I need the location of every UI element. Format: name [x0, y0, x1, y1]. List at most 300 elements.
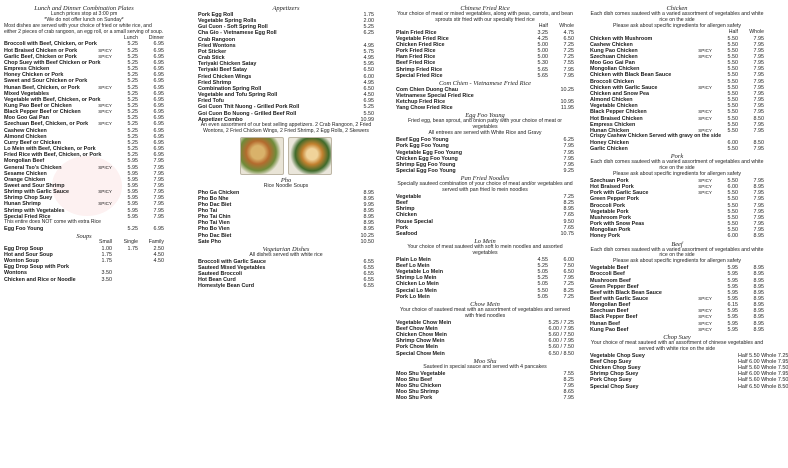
item-price: 5.60 / 7.50: [548, 332, 574, 339]
item-price: Half 5.50 Whole 7.25: [738, 352, 788, 359]
item-name: Sweet and Sour Chicken or Pork: [4, 78, 88, 85]
item-price: Half 6.00 Whole 7.95: [738, 371, 788, 378]
section-subtitle: Your choice of meat or mixed vegetables, along with peas, carrots, and bean sprouts stir fried with our specialty fried rice: [397, 11, 573, 23]
item-price: 7.25: [563, 293, 574, 300]
item-price: 5.25: [127, 53, 138, 60]
item-price: 7.95: [753, 47, 764, 54]
item-name: Empress Chicken: [590, 121, 636, 128]
item-name: Egg Drop Soup: [4, 245, 44, 252]
item-price: 7.95: [753, 41, 764, 48]
item-price: 6.55: [363, 277, 374, 284]
item-name: Goi Cuon Bo Nuong - Grilled Beef Roll: [198, 110, 297, 117]
item-name: Teriyaki Beef Satay: [198, 67, 248, 74]
item-price: 6.95: [153, 84, 164, 91]
section-note: This entire does NOT come with extra Rice: [4, 218, 102, 225]
item-price: 5.50: [727, 78, 738, 85]
food-photos: [198, 137, 374, 175]
item-name: Mushroom Pork: [590, 214, 632, 221]
item-price: 6.55: [363, 265, 374, 271]
item-name: Pho Tai: [198, 208, 218, 214]
menu-item: [198, 239, 374, 245]
item-price: 8.95: [753, 308, 764, 315]
item-name: Shrimp Egg Foo Young: [396, 161, 456, 168]
item-price: 5.60 / 7.50: [548, 344, 574, 351]
item-name: Broccoli Pork: [590, 202, 626, 209]
item-price: 5.95: [127, 176, 138, 183]
item-price: 7.95: [753, 227, 764, 234]
item-price: 8.50: [753, 139, 764, 146]
section-note: An even assortment of our best selling appetizers. 2 Crab Rangoon, 2 Fried Wontons, 2 Fried Chicken Wings, 2 Fried Shrimp, 2 Egg Rolls, 2 Skewers: [200, 121, 372, 134]
item-price: 6.50: [563, 269, 574, 276]
item-name: Garlic Beef, Chicken or Pork: [4, 53, 77, 60]
chop-suey-list: [590, 352, 788, 390]
item-price: 5.25: [127, 90, 138, 97]
item-name: Special Egg Foo Young: [396, 167, 456, 174]
item-name: Honey Chicken or Pork: [4, 72, 64, 79]
combination-list: [4, 41, 164, 220]
spicy-tag: SPICY: [98, 102, 112, 108]
item-price: Half 6.00 Whole 7.95: [738, 358, 788, 365]
price-header: Lunch Dinner: [123, 34, 164, 41]
price-header: Half Whole: [728, 28, 764, 35]
soup-list: [4, 246, 164, 283]
item-price: 5.50: [727, 35, 738, 42]
item-name: Green Pepper Pork: [590, 196, 639, 203]
item-price: 7.95: [153, 176, 164, 183]
item-price: 5.50: [727, 221, 738, 228]
item-price: 7.95: [753, 72, 764, 79]
item-name: Yang Chow Fried Rice: [396, 105, 453, 112]
item-name: Moo Shu Beef: [396, 376, 432, 383]
item-price: 5.95: [127, 183, 138, 190]
item-name: Szechuan Beef: [590, 308, 629, 315]
item-price: 5.50: [727, 146, 738, 153]
menu-item: [4, 277, 164, 283]
item-price: 5.95: [127, 164, 138, 171]
item-price: 5.25: [127, 66, 138, 73]
item-price: 6.25: [363, 30, 374, 37]
fried-rice-list: [396, 30, 574, 79]
item-price: 6.55: [363, 271, 374, 278]
item-price: 7.95: [753, 60, 764, 67]
item-name: Szechuan Chicken: [590, 53, 638, 60]
item-price: 8.95: [753, 265, 764, 272]
item-price: 5.95: [727, 326, 738, 333]
item-price: 6.95: [153, 66, 164, 73]
item-name: Orange Chicken: [4, 176, 46, 183]
item-name: Pork Chop Suey: [590, 377, 632, 384]
section-subtitle: All dishes served with white rice: [249, 251, 323, 258]
item-price: 10.75: [560, 230, 574, 237]
com-chien-list: [396, 87, 574, 112]
item-name: Ketchup Fried Rice: [396, 99, 446, 106]
item-price: 7.95: [153, 189, 164, 196]
section-subtitle: Please ask about specific ingredients for allergen safety: [612, 22, 742, 29]
item-price: 5.05: [537, 269, 548, 276]
spicy-tag: SPICY: [98, 53, 112, 59]
spicy-tag: SPICY: [698, 115, 712, 121]
item-name: Shrimp Chop Suey: [590, 371, 639, 378]
pho-list: [198, 190, 374, 245]
section-subtitle: Please ask about specific ingredients for allergen safety: [612, 258, 742, 265]
item-price: 7.95: [153, 158, 164, 165]
item-name: Vietnamese Special Fried Rice: [396, 93, 474, 100]
item-name: Chicken and Snow Pea: [590, 90, 650, 97]
spicy-tag: SPICY: [698, 127, 712, 133]
item-name: Vegetable Beef: [590, 265, 629, 272]
section-subtitle: Rice Noodle Soups: [263, 182, 309, 189]
item-name: Moo Goo Gai Pan: [4, 115, 49, 122]
item-name: Vegetable Spring Rolls: [198, 18, 257, 25]
section-title: Soups: [76, 233, 92, 241]
item-name: Special Fried Rice: [4, 213, 51, 220]
item-name: Special Chop Suey: [590, 383, 639, 390]
item-price: 6.95: [153, 139, 164, 146]
section-title: Vegetarian Dishes: [262, 245, 310, 253]
item-price: 5.25: [127, 78, 138, 85]
item-price: 5.25: [127, 96, 138, 103]
item-name: Vegetable with Beef, Chicken, or Pork: [4, 96, 101, 103]
item-price: 5.25: [127, 72, 138, 79]
item-price: 6.95: [153, 146, 164, 153]
item-name: Shrimp Fried Rice: [396, 66, 443, 73]
item-price: 1.00: [101, 245, 112, 252]
item-price: 5.25: [127, 109, 138, 116]
spicy-tag: SPICY: [98, 164, 112, 170]
item-price: 6.50: [563, 35, 574, 42]
item-price: 5.75: [363, 48, 374, 55]
item-price: 8.95: [363, 189, 374, 196]
chow-mein-list: [396, 320, 574, 357]
item-name: Wonton Soup: [4, 258, 39, 265]
item-price: 5.50: [727, 190, 738, 197]
item-name: Fried Rice with Beef, Chicken, or Pork: [4, 152, 102, 159]
item-price: 5.50: [727, 90, 738, 97]
item-name: Chicken Lo Mein: [396, 281, 439, 288]
item-price: 6.95: [363, 98, 374, 105]
item-name: Black Pepper Beef or Chicken: [4, 109, 81, 116]
item-name: Hot Braised Chicken or Pork: [4, 47, 78, 54]
item-price: 7.25: [563, 54, 574, 61]
item-price: 8.95: [563, 206, 574, 213]
item-name: Broccoli Chicken: [590, 78, 635, 85]
item-name: Fried Chicken Wings: [198, 73, 252, 80]
section-title: Chinese Fried Rice: [460, 5, 510, 12]
item-name: Wontons: [4, 270, 27, 277]
item-price: 6.95: [153, 41, 164, 48]
item-name: Hot Braised Pork: [590, 184, 634, 191]
item-price: 6.00: [727, 184, 738, 191]
item-name: Hot Braised Chicken: [590, 115, 643, 122]
item-price: 6.95: [153, 115, 164, 122]
item-price: 6.95: [153, 90, 164, 97]
item-price: 6.50: [363, 85, 374, 92]
spicy-tag: SPICY: [98, 189, 112, 195]
item-name: Plain Lo Mein: [396, 256, 431, 263]
item-price: 5.25: [127, 41, 138, 48]
item-price: 7.95: [563, 395, 574, 402]
item-name: Combination Spring Roll: [198, 85, 262, 92]
item-name: Moo Shu Chicken: [396, 382, 442, 389]
section-title: Pork: [670, 153, 684, 161]
menu-item: [396, 395, 574, 401]
item-price: 9.50: [563, 218, 574, 225]
item-name: Black Pepper Beef: [590, 314, 638, 321]
item-price: 5.50: [727, 60, 738, 67]
item-name: Fried Wontons: [198, 42, 236, 49]
item-price: 5.50: [727, 177, 738, 184]
item-price: 5.25: [127, 133, 138, 140]
spicy-tag: SPICY: [698, 190, 712, 196]
section-title: Pho: [280, 176, 292, 184]
item-name: Beef Chow Mein: [396, 325, 438, 332]
spicy-tag: SPICY: [698, 84, 712, 90]
item-price: 5.50: [727, 127, 738, 134]
item-price: 4.50: [153, 258, 164, 265]
item-price: 10.25: [360, 232, 374, 239]
item-price: 7.95: [753, 109, 764, 116]
item-price: 6.95: [153, 109, 164, 116]
item-price: 5.95: [127, 213, 138, 220]
item-price: 6.00: [727, 139, 738, 146]
item-name: Pork Egg Roll: [198, 12, 234, 18]
item-name: Crab Stick: [198, 55, 225, 62]
spicy-tag: SPICY: [698, 53, 712, 59]
section-title: Chicken: [666, 5, 688, 12]
item-name: Broccoli with Beef, Chicken, or Pork: [4, 41, 97, 48]
item-price: 3.50: [101, 270, 112, 277]
item-price: 8.95: [363, 220, 374, 227]
item-price: 5.50: [727, 214, 738, 221]
item-name: Appetizer Combo: [198, 116, 243, 123]
item-price: 10.50: [360, 238, 374, 245]
item-price: 5.95: [727, 277, 738, 284]
menu-item: [396, 231, 574, 237]
menu-item: [396, 73, 574, 79]
item-price: 7.95: [563, 72, 574, 79]
item-name: Chicken Chop Suey: [590, 365, 641, 372]
price-header: Half Whole: [538, 22, 574, 29]
section-subtitle: Fried egg, bean sprout, and onion patty with your choice of meat or vegetables: [408, 118, 562, 131]
item-price: 5.25: [127, 139, 138, 146]
chicken-list: [590, 36, 764, 135]
item-name: Mushroom Beef: [590, 277, 631, 284]
item-price: 8.95: [753, 302, 764, 309]
item-price: 6.95: [153, 47, 164, 54]
section-note: Most dishes are served with your choice of fried or white rice, and either 2 pieces of crab rangoon, an egg roll, or a small serving of soup.: [4, 22, 164, 35]
item-price: 4.95: [363, 42, 374, 49]
item-price: 7.55: [563, 370, 574, 377]
item-price: 7.95: [563, 161, 574, 168]
item-name: Hunan Beef: [590, 320, 620, 327]
item-name: Shrimp with Garlic Sauce: [4, 189, 70, 196]
item-price: 6.95: [153, 72, 164, 79]
item-price: 9.95: [363, 201, 374, 208]
item-price: 7.95: [753, 214, 764, 221]
item-price: 7.95: [153, 170, 164, 177]
item-price: 8.25: [563, 287, 574, 294]
item-name: Shrimp with Vegetables: [4, 207, 65, 214]
section-subtitle: Lunch prices stop at 3:00 pm: [50, 11, 118, 17]
column-entrees: [590, 0, 788, 468]
item-price: 7.95: [753, 53, 764, 60]
item-name: Vegetable Lo Mein: [396, 269, 444, 276]
item-price: 5.50: [363, 110, 374, 117]
item-price: 7.95: [753, 121, 764, 128]
item-price: 6.00 / 7.95: [548, 325, 574, 332]
item-name: Sauteed Broccoli: [198, 271, 243, 278]
item-price: 6.95: [153, 152, 164, 159]
item-price: 5.95: [727, 271, 738, 278]
item-price: 5.00: [537, 54, 548, 61]
item-name: Lo Mein with Beef, Chicken, or Pork: [4, 146, 96, 153]
item-price: 7.95: [753, 196, 764, 203]
item-price: 4.75: [563, 29, 574, 36]
food-photo: [240, 137, 284, 175]
item-price: 7.95: [753, 146, 764, 153]
menu-item: [396, 294, 574, 300]
menu-item: [198, 283, 374, 289]
item-name: Pho Dac Biet: [198, 232, 232, 239]
item-price: 2.50: [153, 245, 164, 252]
item-price: 7.95: [753, 90, 764, 97]
item-name: Garlic Chicken: [590, 146, 628, 153]
item-name: General Tso's Chicken: [4, 164, 62, 171]
menu-item: [396, 105, 574, 111]
item-price: 8.95: [363, 214, 374, 221]
item-price: 5.95: [127, 170, 138, 177]
item-name: Sweet and Sour Shrimp: [4, 183, 65, 190]
menu-item: [590, 146, 764, 152]
item-price: 4.50: [153, 251, 164, 258]
item-name: Green Pepper Beef: [590, 283, 639, 290]
item-price: 5.30: [537, 60, 548, 67]
item-name: Vegetable and Tofu Spring Roll: [198, 92, 278, 99]
item-price: 7.95: [753, 35, 764, 42]
item-name: Beef with Black Bean Sauce: [590, 289, 662, 296]
item-price: 5.50: [727, 84, 738, 91]
menu-item: [590, 233, 764, 239]
column-rice-noodles: [396, 0, 574, 468]
item-price: 7.95: [753, 202, 764, 209]
item-name: Vegetable Chow Mein: [396, 319, 452, 326]
item-name: Special Chow Mein: [396, 350, 445, 357]
item-price: 8.95: [363, 208, 374, 214]
item-name: Kung Pao Chicken: [590, 47, 638, 54]
item-name: Pork Lo Mein: [396, 293, 430, 300]
menu-item: [590, 383, 788, 390]
item-price: 6.50: [363, 67, 374, 74]
item-name: Kung Pao Beef: [590, 326, 629, 333]
pork-list: [590, 178, 764, 240]
section-subtitle: Please ask about specific ingredients for allergen safety: [612, 171, 742, 178]
item-price: 1.75: [127, 245, 138, 252]
item-price: 5.95: [727, 289, 738, 296]
section-title: Com Chien - Vietnamese Fried Rice: [439, 79, 531, 87]
item-name: Vegetable Chicken: [590, 103, 638, 110]
item-name: Egg Drop Soup with Pork: [4, 264, 69, 271]
spicy-tag: SPICY: [98, 121, 112, 127]
item-price: 1.75: [101, 258, 112, 265]
item-price: 5.50: [537, 287, 548, 294]
item-price: 5.50: [727, 121, 738, 128]
item-price: 7.95: [753, 177, 764, 184]
item-price: 7.95: [563, 143, 574, 150]
item-price: 5.50: [727, 53, 738, 60]
item-price: 5.05: [537, 293, 548, 300]
item-price: 6.95: [153, 133, 164, 140]
item-name: Mongolian Beef: [590, 302, 631, 309]
item-price: 5.25: [127, 115, 138, 122]
item-name: Special Lo Mein: [396, 287, 437, 294]
item-price: 7.95: [153, 164, 164, 171]
section-subtitle: Specially sauteed combination of your choice of meat and/or vegetables and served with pan fried lo mein noodles: [397, 181, 573, 194]
item-name: Beef Lo Mein: [396, 263, 430, 270]
item-name: Beef with Garlic Sauce: [590, 296, 649, 303]
item-price: 8.95: [753, 326, 764, 333]
item-price: 6.95: [153, 53, 164, 60]
item-price: 8.95: [363, 195, 374, 202]
item-price: 7.95: [563, 275, 574, 282]
item-name: Pork with Garlic Sauce: [590, 190, 649, 197]
item-name: Pork Chow Mein: [396, 344, 438, 351]
item-price: 5.50: [727, 196, 738, 203]
item-price: 5.25: [127, 152, 138, 159]
item-price: 7.95: [563, 149, 574, 156]
item-price: 5.65: [537, 72, 548, 79]
item-price: 7.50: [563, 263, 574, 270]
item-name: Szechuan Beef, Chicken, or Pork: [4, 121, 89, 128]
menu-item: [590, 327, 764, 333]
item-price: 7.95: [753, 66, 764, 73]
section-subtitle: Each dish comes sauteed with a varied assortment of vegetables and white rice on the side: [590, 11, 764, 23]
item-price: 8.95: [753, 271, 764, 278]
egg-foo-young-list: [396, 137, 574, 174]
item-name: Pot Sticker: [198, 48, 227, 55]
item-price: 10.25: [560, 86, 574, 93]
item-price: 5.50: [727, 47, 738, 54]
item-price: 6.50 / 8.50: [548, 350, 574, 357]
item-price: 8.25: [563, 376, 574, 383]
item-price: 6.55: [363, 283, 374, 290]
item-name: Hot Bean Curd: [198, 277, 236, 284]
item-name: Hot and Sour Soup: [4, 251, 53, 258]
item-price: 5.00: [537, 41, 548, 48]
section-subtitle: Sauteed in special sauce and served with 4 pancakes: [423, 363, 547, 370]
item-name: Pork with Snow Peas: [590, 221, 645, 228]
item-price: 5.95: [727, 283, 738, 290]
lo-mein-list: [396, 257, 574, 300]
item-name: Mongolian Beef: [4, 158, 45, 165]
item-price: 5.00: [537, 48, 548, 55]
section-subtitle: Each dish comes sauteed with a varied assortment of vegetables and white rice on the side: [590, 159, 764, 172]
item-name: Honey Pork: [590, 233, 620, 240]
item-price: 11.95: [560, 105, 574, 112]
item-name: Chop Suey with Beef Chicken or Pork: [4, 59, 101, 66]
item-price: 7.95: [753, 84, 764, 91]
item-price: 5.25: [127, 59, 138, 66]
item-name: Chicken with Mushroom: [590, 35, 653, 42]
section-title: Appetizers: [272, 5, 300, 12]
item-name: Chicken Egg Foo Young: [396, 155, 458, 162]
item-price: 7.95: [563, 66, 574, 73]
item-price: 6.95: [153, 78, 164, 85]
item-price: 10.99: [360, 116, 374, 123]
item-name: Beef Fried Rice: [396, 60, 436, 67]
spicy-tag: SPICY: [98, 84, 112, 90]
item-price: 5.95: [363, 61, 374, 68]
item-price: 6.00 / 7.95: [548, 338, 574, 345]
